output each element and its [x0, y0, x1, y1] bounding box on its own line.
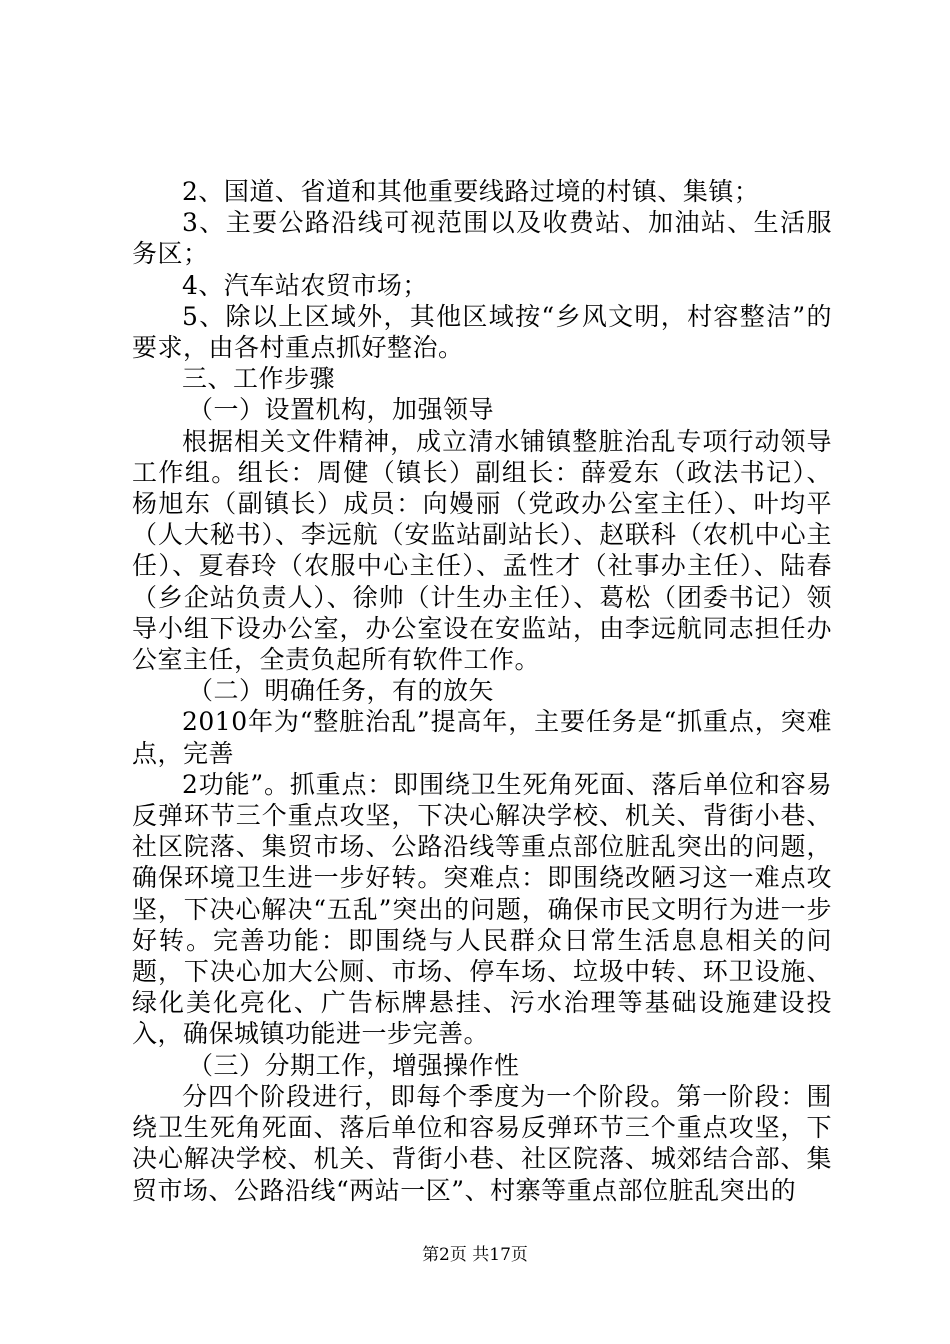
subheading-3: （三）分期工作，增强操作性: [188, 1050, 520, 1080]
list-item-2: 2、国道、省道和其他重要线路过境的村镇、集镇；: [182, 177, 760, 206]
paragraph-tasks-intro: 2010年为“整脏治乱”提高年，主要任务是“抓重点，突难点，完善: [132, 707, 832, 768]
paragraph-tasks-detail: 2功能”。抓重点：即围绕卫生死角死面、落后单位和容易反弹环节三个重点攻坚，下决心解决学校、机关、背街小巷、社区院落、集贸市场、公路沿线等重点部位脏乱突出的问题，确保环境卫生进一步好转。突难点：即围绕改陋习这一难点攻坚，下决心解决“五乱”突出的问题，确保市民文明行为进一步好转。完善功能：即围绕与人民群众日常生活息息相关的问题，下决心加大公厕、市场、停车场、垃圾中转、环卫设施、绿化美化亮化、广告标牌悬挂、污水治理等基础设施建设投入，确保城镇功能进一步完善。: [132, 769, 832, 1049]
list-item-4: 4、汽车站农贸市场；: [182, 270, 428, 300]
document-body: [132, 176, 832, 1206]
page-number: 第2页 共17页: [422, 1245, 528, 1265]
paragraph-organization: 根据相关文件精神，成立清水铺镇整脏治乱专项行动领导工作组。组长：周健（镇长）副组长：薛爱东（政法书记）、杨旭东（副镇长）成员：向嫚丽（党政办公室主任）、叶均平（人大秘书）、李远航（安监站副站长）、赵联科（农机中心主任）、夏春玲（农服中心主任）、孟性才（社事办主任）、陆春（乡企站负责人）、徐帅（计生办主任）、葛松（团委书记）领导小组下设办公室，办公室设在安监站，由李远航同志担任办公室主任，全责负起所有软件工作。: [132, 426, 832, 675]
list-item-3: 3、主要公路沿线可视范围以及收费站、加油站、生活服务区；: [132, 208, 832, 269]
section-heading-3: 三、工作步骤: [182, 364, 336, 394]
subheading-2: （二）明确任务，有的放矢: [188, 676, 495, 706]
paragraph-phases: 分四个阶段进行，即每个季度为一个阶段。第一阶段：围绕卫生死角死面、落后单位和容易反弹环节三个重点攻坚，下决心解决学校、机关、背街小巷、社区院落、城郊结合部、集贸市场、公路沿线“两站一区”、村寨等重点部位脏乱突出的: [132, 1081, 832, 1205]
list-item-5: 5、除以上区域外，其他区域按“乡风文明，村容整洁”的要求，由各村重点抓好整治。: [132, 301, 832, 363]
subheading-1: （一）设置机构，加强领导: [188, 395, 495, 425]
